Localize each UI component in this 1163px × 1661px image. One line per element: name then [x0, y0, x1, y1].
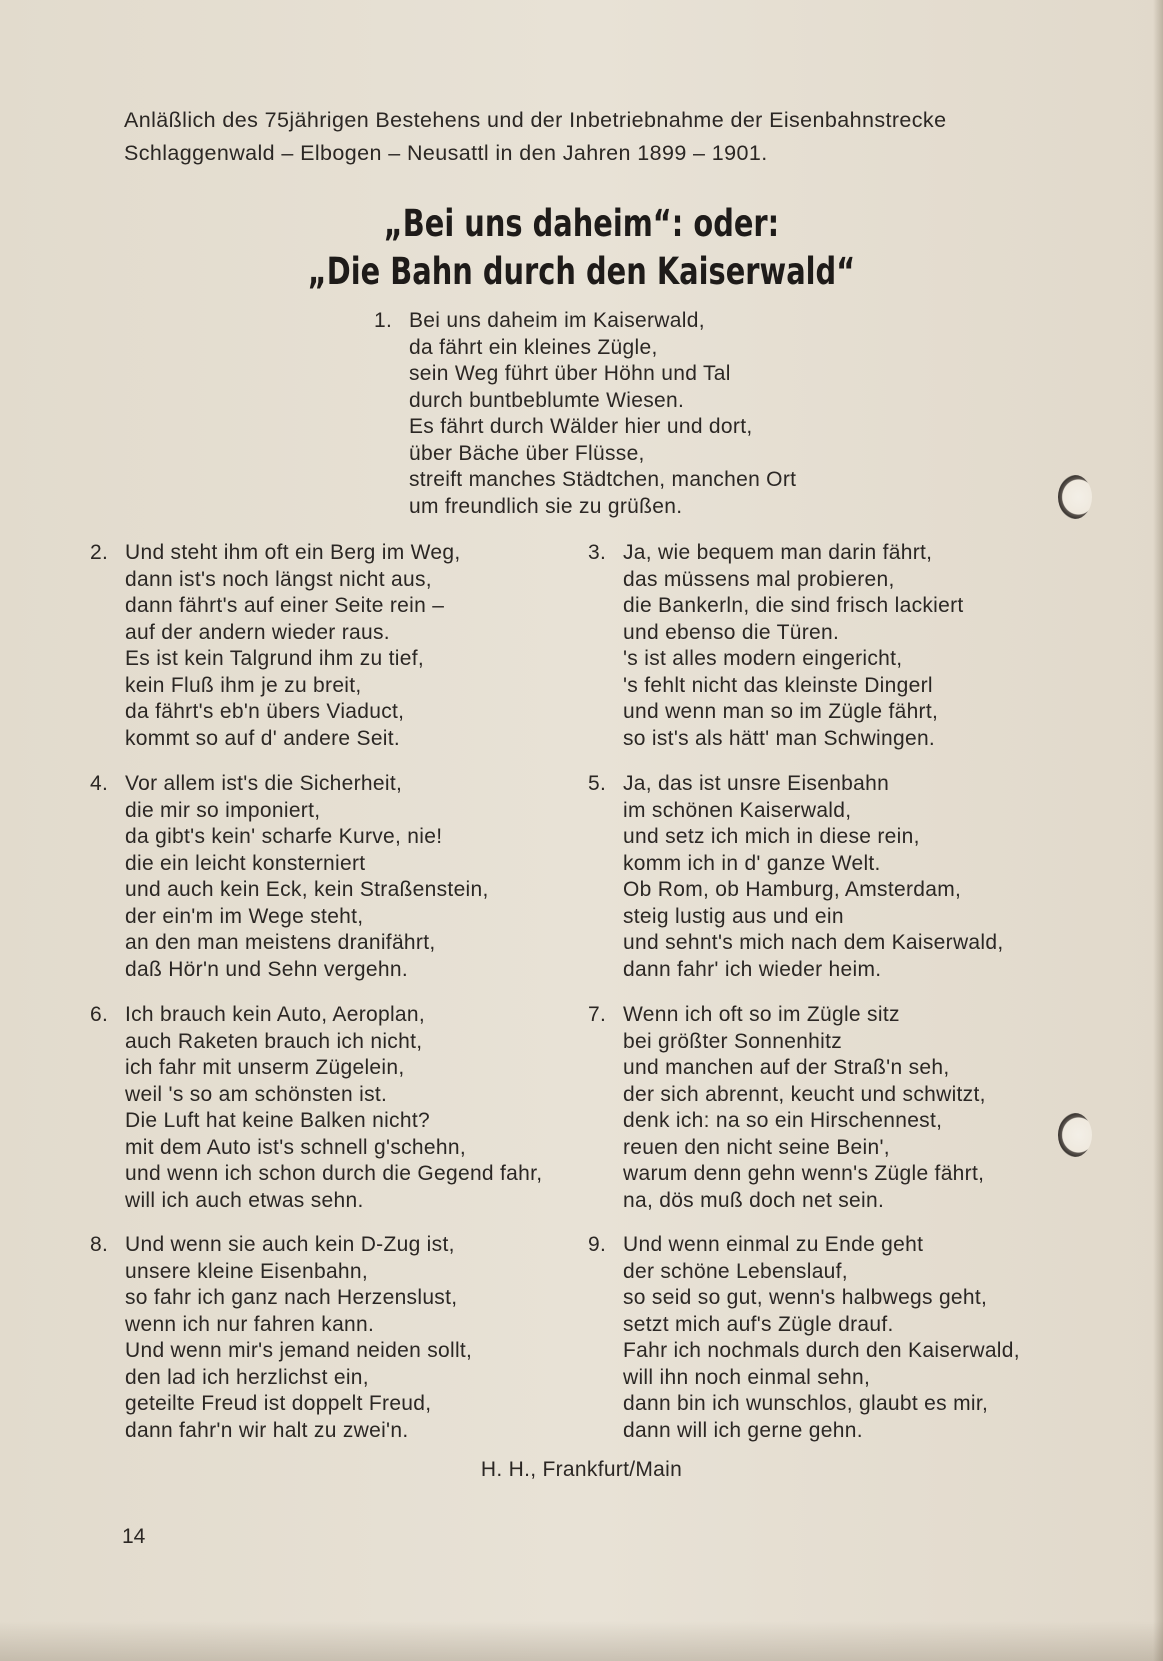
verse-line: dann fahr' ich wieder heim. [623, 957, 882, 981]
verse-line: Und wenn mir's jemand neiden sollt, [125, 1339, 473, 1362]
intro-paragraph [124, 104, 1064, 170]
verse-line: Es fährt durch Wälder hier und dort, [409, 415, 753, 438]
verse-line: und setz ich mich in diese rein, [623, 825, 920, 848]
verse-line: unsere kleine Eisenbahn, [125, 1259, 369, 1283]
verse-line: steig lustig aus und ein [623, 904, 844, 928]
verse-line: da fährt ein kleines Zügle, [409, 335, 658, 359]
verse-line: dann bin ich wunschlos, glaubt es mir, [623, 1392, 989, 1415]
verse-line: reuen den nicht seine Bein', [623, 1135, 890, 1159]
verse-line: kein Fluß ihm je zu breit, [125, 673, 362, 697]
verse-line: Und wenn einmal zu Ende geht [623, 1233, 924, 1256]
verse-line: dann will ich gerne gehn. [623, 1418, 863, 1442]
intro-line-2: Schlaggenwald – Elbogen – Neusattl in den Jahren 1899 – 1901. [124, 141, 768, 165]
punch-hole-icon [1058, 1113, 1092, 1157]
verse-lines [125, 540, 460, 752]
verse-line: durch buntbeblumte Wiesen. [409, 388, 685, 412]
verse-line: die ein leicht konsterniert [125, 851, 366, 875]
verse-line: mit dem Auto ist's schnell g'schehn, [125, 1135, 466, 1159]
verse-line: setzt mich auf's Zügle drauf. [623, 1312, 894, 1336]
verse-line: auf der andern wieder raus. [125, 620, 390, 644]
verse-line: weil 's so am schönsten ist. [125, 1082, 388, 1106]
verse-number: 3. [588, 541, 607, 564]
verse-line: Fahr ich nochmals durch den Kaiserwald, [623, 1339, 1020, 1362]
verse-line: der ein'm im Wege steht, [125, 904, 364, 928]
verse-line: Die Luft hat keine Balken nicht? [125, 1109, 430, 1132]
verse-line: da gibt's kein' scharfe Kurve, nie! [125, 825, 443, 848]
verse-line: und auch kein Eck, kein Straßenstein, [125, 878, 489, 901]
verse-line: so fahr ich ganz nach Herzenslust, [125, 1286, 458, 1309]
verse-line: na, dös muß doch net sein. [623, 1188, 885, 1212]
verse-line: die mir so imponiert, [125, 798, 321, 822]
page-edge-shadow-right [1153, 0, 1163, 1661]
verse-lines [125, 1232, 472, 1444]
verse-line: dann ist's noch längst nicht aus, [125, 567, 432, 591]
verse-lines [623, 540, 964, 752]
verse-line: über Bäche über Flüsse, [409, 441, 645, 465]
verse-line: daß Hör'n und Sehn vergehn. [125, 957, 408, 981]
verse-line: ich fahr mit unserm Zügelein, [125, 1056, 405, 1079]
verse-lines [125, 771, 489, 983]
title-line-1: „Bei uns daheim“: oder: [383, 202, 780, 245]
verse-line: dann fährt's auf einer Seite rein – [125, 594, 445, 617]
verse-line: dann fahr'n wir halt zu zwei'n. [125, 1418, 409, 1442]
verse-line: denk ich: na so ein Hirschennest, [623, 1109, 943, 1132]
verse-line: Und wenn sie auch kein D-Zug ist, [125, 1233, 455, 1256]
song-title [128, 200, 1035, 296]
verse-line: Bei uns daheim im Kaiserwald, [409, 309, 705, 332]
verse-line: im schönen Kaiserwald, [623, 798, 852, 822]
verse-line: und manchen auf der Straß'n seh, [623, 1056, 950, 1079]
verse-lines [623, 1232, 1020, 1444]
verse-line: Und steht ihm oft ein Berg im Weg, [125, 541, 461, 564]
verse-line: so seid so gut, wenn's halbwegs geht, [623, 1286, 988, 1309]
verse-line: Ja, wie bequem man darin fährt, [623, 541, 933, 564]
verse-line: Ob Rom, ob Hamburg, Amsterdam, [623, 878, 962, 901]
verse-line: und sehnt's mich nach dem Kaiserwald, [623, 931, 1004, 954]
verse-lines [623, 1002, 986, 1214]
verse-line: 's fehlt nicht das kleinste Dingerl [623, 673, 933, 697]
verse-line: der sich abrennt, keucht und schwitzt, [623, 1082, 986, 1106]
verse-line: da fährt's eb'n übers Viaduct, [125, 700, 405, 723]
verse-line: komm ich in d' ganze Welt. [623, 851, 881, 875]
verse-line: 's ist alles modern eingericht, [623, 647, 903, 670]
intro-line-1: Anläßlich des 75jährigen Bestehens und der Inbetriebnahme der Eisenbahnstrecke [124, 108, 947, 132]
verse-line: warum denn gehn wenn's Zügle fährt, [623, 1162, 985, 1185]
verse-line: der schöne Lebenslauf, [623, 1259, 848, 1283]
verse-line: Ja, das ist unsre Eisenbahn [623, 772, 890, 795]
verse-number: 4. [90, 772, 109, 795]
verse-line: Es ist kein Talgrund ihm zu tief, [125, 647, 424, 670]
page-number: 14 [122, 1525, 146, 1548]
verse-lines [409, 308, 796, 520]
verse-line: um freundlich sie zu grüßen. [409, 494, 683, 518]
verse-number: 8. [90, 1233, 109, 1256]
verse-number: 2. [90, 541, 109, 564]
verse-line: sein Weg führt über Höhn und Tal [409, 362, 731, 385]
verse-line: die Bankerln, die sind frisch lackiert [623, 594, 964, 617]
verse-line: streift manches Städtchen, manchen Ort [409, 468, 797, 491]
verse-line: geteilte Freud ist doppelt Freud, [125, 1392, 432, 1415]
verse-line: und ebenso die Türen. [623, 620, 840, 644]
verse-line: kommt so auf d' andere Seit. [125, 726, 401, 750]
verse-line: so ist's als hätt' man Schwingen. [623, 726, 936, 750]
verse-line: will ich auch etwas sehn. [125, 1188, 364, 1212]
verse-line: den lad ich herzlichst ein, [125, 1365, 369, 1389]
verse-line: und wenn ich schon durch die Gegend fahr, [125, 1162, 543, 1185]
verse-lines [623, 771, 1003, 983]
verse-number: 1. [374, 309, 393, 332]
punch-hole-icon [1058, 475, 1092, 519]
verse-line: bei größter Sonnenhitz [623, 1029, 843, 1053]
verse-line: und wenn man so im Zügle fährt, [623, 700, 939, 723]
verse-line: auch Raketen brauch ich nicht, [125, 1029, 423, 1053]
verse-number: 9. [588, 1233, 607, 1256]
verse-line: Ich brauch kein Auto, Aeroplan, [125, 1003, 425, 1026]
verse-lines [125, 1002, 542, 1214]
verse-line: will ihn noch einmal sehn, [623, 1365, 871, 1389]
page-edge-shadow-bottom [0, 1621, 1163, 1661]
verse-line: das müssens mal probieren, [623, 567, 895, 591]
title-line-2: „Die Bahn durch den Kaiserwald“ [307, 250, 856, 293]
verse-number: 6. [90, 1003, 109, 1026]
verse-line: an den man meistens dranifährt, [125, 931, 436, 954]
verse-line: wenn ich nur fahren kann. [125, 1312, 375, 1336]
verse-line: Vor allem ist's die Sicherheit, [125, 772, 403, 795]
verse-number: 5. [588, 772, 607, 795]
verse-number: 7. [588, 1003, 607, 1026]
verse-line: Wenn ich oft so im Zügle sitz [623, 1003, 900, 1026]
author-signature: H. H., Frankfurt/Main [480, 1458, 683, 1481]
